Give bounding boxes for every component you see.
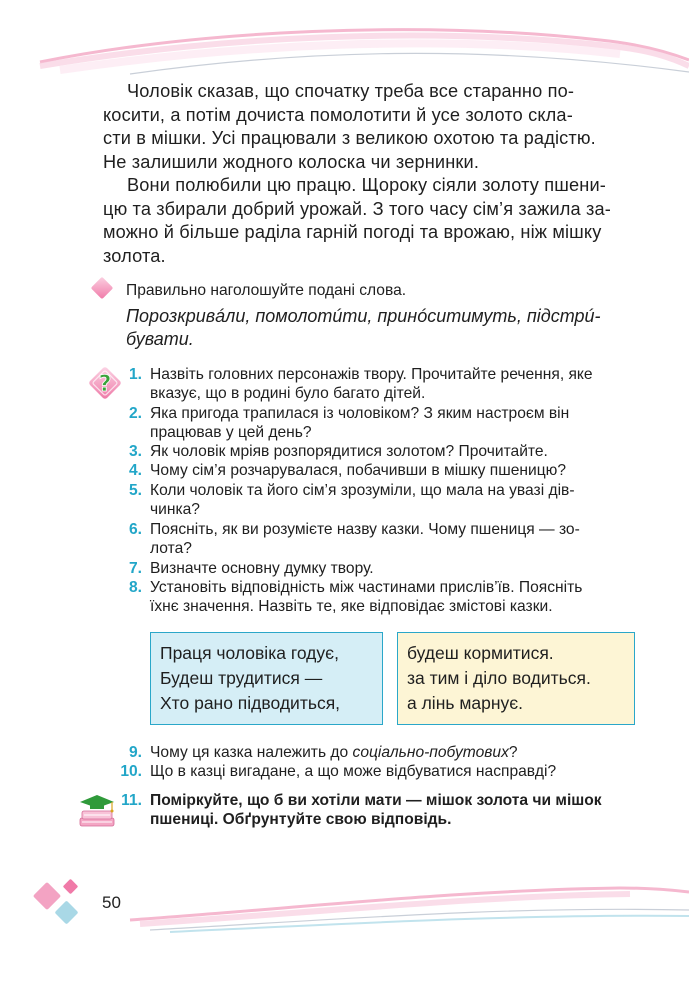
question-10	[110, 763, 635, 782]
text-line: золота.	[103, 245, 166, 266]
text-line: Чоловік сказав, що спочатку треба все старанно по-	[127, 81, 575, 101]
text-line: косити, а потім дочиста помолотити й усе золото скла-	[103, 104, 573, 125]
question-text: Визначте основну думку твору.	[150, 560, 374, 577]
stress-instruction: Правильно наголошуйте подані слова.	[126, 282, 407, 299]
text-line: Вони полюбили цю працю. Щороку сіяли золоту пшени-	[127, 175, 606, 195]
question-8	[110, 579, 635, 617]
question-text: Чому сім’я розчарувалася, побачивши в мішку пшеницю?	[150, 462, 567, 479]
question-number: 10.	[120, 763, 142, 780]
question-11	[110, 792, 635, 830]
question-number: 5.	[128, 482, 142, 499]
proverb-part: Хто рано підводиться,	[160, 693, 341, 713]
question-number: 8.	[128, 579, 142, 596]
proverb-part: а лінь марнує.	[407, 693, 524, 713]
proverb-endings-box	[397, 632, 635, 725]
stress-words	[126, 305, 634, 351]
question-number: 1.	[128, 366, 142, 383]
question-number: 6.	[128, 521, 142, 538]
question-text: Коли чоловік та його сім’я зрозуміли, що мала на увазі дів- чинка?	[150, 482, 575, 518]
stress-words-line: Порозкривáли, помолотúти, принóситимуть, підстрú-	[126, 306, 601, 326]
svg-text:?: ?	[98, 372, 112, 397]
question-text: Чому ця казка належить до соціально-побутових?	[150, 744, 518, 761]
top-swoosh-decoration	[0, 0, 689, 90]
text-line: цю та збирали добрий урожай. З того часу сім’я зажила за-	[103, 198, 611, 219]
question-text: Поміркуйте, що б ви хотіли мати — мішок золота чи мішок пшениці. Обґрунтуйте свою відповідь.	[150, 792, 602, 828]
question-number: 7.	[128, 560, 142, 577]
question-1	[110, 366, 635, 404]
page-number: 50	[102, 893, 121, 912]
text-line: можно й більше раділа гарній погоді та врожаю, ніж мішку	[103, 222, 602, 242]
question-number: 11.	[121, 792, 142, 809]
question-text: Як чоловік мріяв розпорядитися золотом? Прочитайте.	[150, 443, 548, 460]
question-text: Поясніть, як ви розумієте назву казки. Чому пшениця — зо- лота?	[150, 521, 580, 557]
question-text: Установіть відповідність між частинами прислів’їв. Поясніть їхнє значення. Назвіть те, яке відповідає змістові казки.	[150, 579, 583, 615]
question-text: Що в казці вигадане, а що може відбуватися насправді?	[150, 763, 557, 780]
question-text: Назвіть головних персонажів твору. Прочитайте речення, яке вказує, що в родині було багато дітей.	[150, 366, 593, 402]
question-number: 3.	[128, 443, 142, 460]
proverb-part: за тим і діло водиться.	[407, 668, 591, 688]
story-paragraph-2	[103, 174, 635, 268]
proverb-beginnings-box	[150, 632, 383, 725]
question-6	[110, 521, 635, 559]
bottom-swoosh-decoration	[0, 880, 689, 940]
question-9	[110, 744, 635, 763]
proverb-part: Праця чоловіка годує,	[160, 643, 339, 663]
text-line: Не залишили жодного колоска чи зернинки.	[103, 151, 480, 172]
question-5	[110, 482, 635, 520]
proverb-part: будеш кормитися.	[407, 643, 554, 663]
text-line: сти в мішки. Усі працювали з великою охотою та радістю.	[103, 128, 596, 148]
question-number: 2.	[128, 405, 142, 422]
stress-words-line: бувати.	[126, 329, 194, 349]
question-number: 9.	[128, 744, 142, 761]
question-text: Яка пригода трапилася із чоловіком? З яким настроєм він працював у цей день?	[150, 405, 570, 441]
question-4	[110, 462, 635, 481]
question-3	[110, 443, 635, 462]
question-7	[110, 560, 635, 579]
story-paragraph-1	[103, 80, 635, 174]
proverb-part: Будеш трудитися —	[160, 668, 323, 688]
question-2	[110, 405, 635, 443]
question-number: 4.	[128, 462, 142, 479]
pink-diamond-icon	[88, 276, 116, 302]
